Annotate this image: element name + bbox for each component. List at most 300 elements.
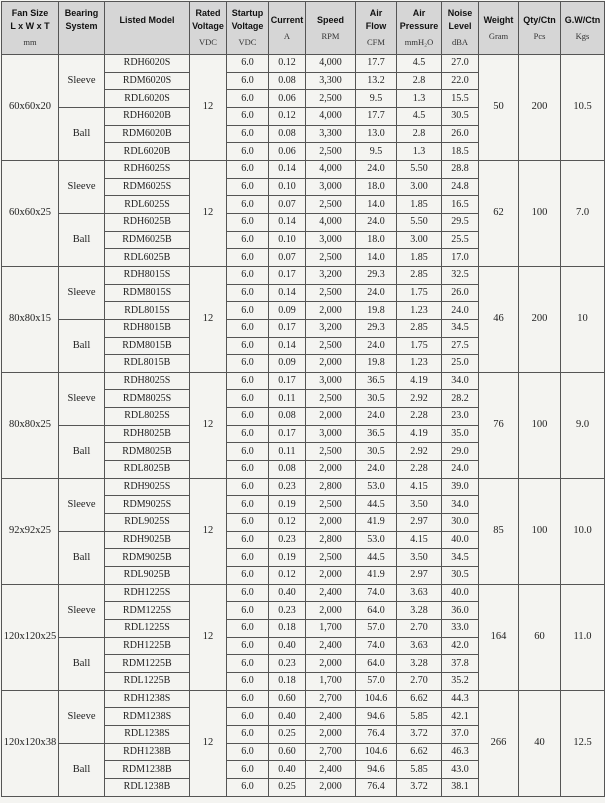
air-flow-cell: 19.8 [356,302,397,320]
startup-voltage-cell: 6.0 [227,284,269,302]
startup-voltage-cell: 6.0 [227,213,269,231]
startup-voltage-cell: 6.0 [227,125,269,143]
column-header-label: Startup [231,8,264,18]
model-cell: RDL1238B [105,778,190,796]
table-row [2,690,605,708]
gross-weight-cell: 12.5 [561,690,605,796]
speed-cell: 2,000 [306,655,356,673]
model-cell: RDH6025S [105,160,190,178]
table-row [2,160,605,178]
current-cell: 0.08 [269,125,306,143]
startup-voltage-cell: 6.0 [227,266,269,284]
noise-level-cell: 30.5 [442,567,479,585]
noise-level-cell: 22.0 [442,72,479,90]
column-unit: CFM [367,37,385,47]
air-pressure-cell: 5.50 [397,213,442,231]
column-header-label: Voltage [231,21,264,31]
noise-level-cell: 35.0 [442,425,479,443]
startup-voltage-cell: 6.0 [227,72,269,90]
column-header [306,2,356,55]
air-pressure-cell: 1.75 [397,337,442,355]
bearing-system-cell: Ball [59,743,105,796]
qty-per-carton-cell: 100 [519,160,561,266]
rated-voltage-cell: 12 [190,55,227,161]
gross-weight-cell: 10.0 [561,478,605,584]
air-pressure-cell: 2.97 [397,567,442,585]
model-cell: RDH1225B [105,637,190,655]
column-header [561,2,605,55]
noise-level-cell: 16.5 [442,196,479,214]
column-unit: RPM [321,30,340,41]
air-pressure-cell: 2.70 [397,620,442,638]
noise-level-cell: 38.1 [442,778,479,796]
speed-cell: 1,700 [306,620,356,638]
startup-voltage-cell: 6.0 [227,620,269,638]
air-flow-cell: 30.5 [356,390,397,408]
model-cell: RDM9025B [105,549,190,567]
gross-weight-cell: 10 [561,266,605,372]
air-pressure-cell: 2.28 [397,408,442,426]
speed-cell: 3,000 [306,178,356,196]
weight-cell: 266 [479,690,519,796]
bearing-system-cell: Sleeve [59,690,105,743]
speed-cell: 2,500 [306,143,356,161]
model-cell: RDM8025B [105,443,190,461]
column-header [190,2,227,55]
fan-spec-table [1,1,605,797]
column-unit [105,30,189,43]
column-header-label: Weight [483,14,514,25]
noise-level-cell: 29.0 [442,443,479,461]
current-cell: 0.18 [269,672,306,690]
bearing-system-cell: Ball [59,213,105,266]
air-pressure-cell: 4.5 [397,107,442,125]
model-cell: RDM1238B [105,761,190,779]
model-cell: RDM9025S [105,496,190,514]
noise-level-cell: 15.5 [442,90,479,108]
startup-voltage-cell: 6.0 [227,743,269,761]
fan-size-cell: 120x120x25 [2,584,59,690]
startup-voltage-cell: 6.0 [227,337,269,355]
noise-level-cell: 34.0 [442,496,479,514]
column-header-label: Voltage [192,21,224,31]
startup-voltage-cell: 6.0 [227,231,269,249]
noise-level-cell: 23.0 [442,408,479,426]
bearing-system-cell: Sleeve [59,266,105,319]
air-flow-cell: 24.0 [356,284,397,302]
speed-cell: 2,000 [306,567,356,585]
model-cell: RDM1238S [105,708,190,726]
qty-per-carton-cell: 60 [519,584,561,690]
column-header-label: Flow [365,21,387,31]
gross-weight-cell: 11.0 [561,584,605,690]
current-cell: 0.40 [269,708,306,726]
column-header [59,2,105,55]
air-flow-cell: 104.6 [356,690,397,708]
qty-per-carton-cell: 200 [519,55,561,161]
qty-per-carton-cell: 100 [519,372,561,478]
noise-level-cell: 24.0 [442,461,479,479]
startup-voltage-cell: 6.0 [227,319,269,337]
air-flow-cell: 57.0 [356,620,397,638]
noise-level-cell: 44.3 [442,690,479,708]
column-unit: dBA [451,37,469,47]
air-pressure-cell: 6.62 [397,743,442,761]
speed-cell: 3,200 [306,266,356,284]
column-header [269,2,306,55]
air-flow-cell: 53.0 [356,531,397,549]
rated-voltage-cell: 12 [190,266,227,372]
air-pressure-cell: 4.19 [397,372,442,390]
current-cell: 0.12 [269,567,306,585]
current-cell: 0.10 [269,231,306,249]
bearing-system-cell: Sleeve [59,55,105,108]
speed-cell: 4,000 [306,55,356,73]
column-header-label: Level [448,21,472,31]
startup-voltage-cell: 6.0 [227,708,269,726]
bearing-system-cell: Sleeve [59,160,105,213]
column-header-label: Bearing [64,8,99,18]
column-unit: A [283,30,291,41]
startup-voltage-cell: 6.0 [227,514,269,532]
current-cell: 0.09 [269,355,306,373]
speed-cell: 2,000 [306,461,356,479]
air-pressure-cell: 3.63 [397,637,442,655]
speed-cell: 4,000 [306,213,356,231]
gross-weight-cell: 10.5 [561,55,605,161]
weight-cell: 164 [479,584,519,690]
noise-level-cell: 36.0 [442,602,479,620]
model-cell: RDH1238B [105,743,190,761]
air-pressure-cell: 2.8 [397,72,442,90]
bearing-system-cell: Ball [59,107,105,160]
model-cell: RDL6025S [105,196,190,214]
air-flow-cell: 17.7 [356,107,397,125]
speed-cell: 2,500 [306,284,356,302]
current-cell: 0.12 [269,514,306,532]
current-cell: 0.09 [269,302,306,320]
column-header [442,2,479,55]
startup-voltage-cell: 6.0 [227,637,269,655]
speed-cell: 2,500 [306,196,356,214]
model-cell: RDM6020S [105,72,190,90]
air-pressure-cell: 3.00 [397,231,442,249]
startup-voltage-cell: 6.0 [227,443,269,461]
table-body [2,55,605,797]
air-flow-cell: 9.5 [356,90,397,108]
model-cell: RDL1238S [105,725,190,743]
air-pressure-cell: 2.8 [397,125,442,143]
speed-cell: 2,400 [306,637,356,655]
noise-level-cell: 30.0 [442,514,479,532]
air-pressure-cell: 6.62 [397,690,442,708]
column-header-label: Air [369,8,383,18]
noise-level-cell: 24.8 [442,178,479,196]
startup-voltage-cell: 6.0 [227,478,269,496]
air-pressure-cell: 4.19 [397,425,442,443]
air-flow-cell: 44.5 [356,496,397,514]
current-cell: 0.23 [269,478,306,496]
current-cell: 0.07 [269,249,306,267]
air-flow-cell: 74.0 [356,584,397,602]
air-flow-cell: 36.5 [356,372,397,390]
noise-level-cell: 46.3 [442,743,479,761]
current-cell: 0.23 [269,602,306,620]
startup-voltage-cell: 6.0 [227,584,269,602]
current-cell: 0.17 [269,319,306,337]
noise-level-cell: 37.0 [442,725,479,743]
startup-voltage-cell: 6.0 [227,690,269,708]
speed-cell: 2,500 [306,390,356,408]
startup-voltage-cell: 6.0 [227,672,269,690]
rated-voltage-cell: 12 [190,690,227,796]
noise-level-cell: 25.0 [442,355,479,373]
speed-cell: 2,500 [306,443,356,461]
air-flow-cell: 29.3 [356,266,397,284]
air-pressure-cell: 1.75 [397,284,442,302]
air-flow-cell: 41.9 [356,567,397,585]
air-flow-cell: 24.0 [356,461,397,479]
current-cell: 0.08 [269,408,306,426]
speed-cell: 2,400 [306,584,356,602]
speed-cell: 3,300 [306,72,356,90]
fan-size-cell: 92x92x25 [2,478,59,584]
air-pressure-cell: 3.50 [397,549,442,567]
model-cell: RDL8025B [105,461,190,479]
air-flow-cell: 19.8 [356,355,397,373]
air-flow-cell: 64.0 [356,655,397,673]
column-header [397,2,442,55]
air-flow-cell: 41.9 [356,514,397,532]
speed-cell: 2,700 [306,690,356,708]
startup-voltage-cell: 6.0 [227,302,269,320]
gross-weight-cell: 7.0 [561,160,605,266]
startup-voltage-cell: 6.0 [227,355,269,373]
current-cell: 0.17 [269,425,306,443]
current-cell: 0.25 [269,725,306,743]
air-pressure-cell: 1.3 [397,143,442,161]
speed-cell: 2,400 [306,761,356,779]
air-flow-cell: 94.6 [356,708,397,726]
model-cell: RDH1225S [105,584,190,602]
air-pressure-cell: 1.85 [397,196,442,214]
air-flow-cell: 9.5 [356,143,397,161]
fan-size-cell: 60x60x20 [2,55,59,161]
startup-voltage-cell: 6.0 [227,390,269,408]
startup-voltage-cell: 6.0 [227,160,269,178]
air-flow-cell: 17.7 [356,55,397,73]
table-row [2,266,605,284]
air-pressure-cell: 3.63 [397,584,442,602]
startup-voltage-cell: 6.0 [227,778,269,796]
weight-cell: 62 [479,160,519,266]
model-cell: RDM1225S [105,602,190,620]
table-row [2,584,605,602]
column-unit: Pcs [533,30,546,41]
air-pressure-cell: 2.85 [397,266,442,284]
air-pressure-cell: 4.15 [397,478,442,496]
air-flow-cell: 76.4 [356,725,397,743]
current-cell: 0.60 [269,743,306,761]
model-cell: RDH8025B [105,425,190,443]
air-flow-cell: 104.6 [356,743,397,761]
startup-voltage-cell: 6.0 [227,496,269,514]
speed-cell: 2,700 [306,743,356,761]
air-pressure-cell: 2.28 [397,461,442,479]
speed-cell: 2,500 [306,90,356,108]
column-unit: mm [23,37,37,47]
noise-level-cell: 34.5 [442,319,479,337]
table-row [2,372,605,390]
current-cell: 0.40 [269,584,306,602]
column-header-label: System [65,21,98,31]
fan-size-cell: 120x120x38 [2,690,59,796]
air-pressure-cell: 3.00 [397,178,442,196]
column-header-label: Fan Size [11,8,49,18]
speed-cell: 3,000 [306,372,356,390]
model-cell: RDH8025S [105,372,190,390]
current-cell: 0.25 [269,778,306,796]
startup-voltage-cell: 6.0 [227,178,269,196]
noise-level-cell: 42.0 [442,637,479,655]
current-cell: 0.14 [269,284,306,302]
air-flow-cell: 30.5 [356,443,397,461]
noise-level-cell: 29.5 [442,213,479,231]
noise-level-cell: 43.0 [442,761,479,779]
column-header [356,2,397,55]
column-header-label: Rated [195,8,221,18]
noise-level-cell: 37.8 [442,655,479,673]
model-cell: RDM6025S [105,178,190,196]
current-cell: 0.23 [269,531,306,549]
air-pressure-cell: 4.5 [397,55,442,73]
air-flow-cell: 44.5 [356,549,397,567]
rated-voltage-cell: 12 [190,584,227,690]
weight-cell: 46 [479,266,519,372]
noise-level-cell: 24.0 [442,302,479,320]
air-pressure-cell: 1.85 [397,249,442,267]
model-cell: RDM6020B [105,125,190,143]
speed-cell: 2,000 [306,514,356,532]
speed-cell: 2,500 [306,337,356,355]
rated-voltage-cell: 12 [190,478,227,584]
speed-cell: 2,500 [306,249,356,267]
current-cell: 0.12 [269,55,306,73]
bearing-system-cell: Sleeve [59,584,105,637]
current-cell: 0.17 [269,372,306,390]
air-pressure-cell: 3.28 [397,655,442,673]
current-cell: 0.08 [269,72,306,90]
model-cell: RDM8015B [105,337,190,355]
model-cell: RDL6020B [105,143,190,161]
speed-cell: 4,000 [306,160,356,178]
model-cell: RDL1225S [105,620,190,638]
model-cell: RDH6020S [105,55,190,73]
fan-size-cell: 80x80x25 [2,372,59,478]
air-pressure-cell: 5.85 [397,761,442,779]
model-cell: RDH6025B [105,213,190,231]
noise-level-cell: 18.5 [442,143,479,161]
column-header [479,2,519,55]
speed-cell: 4,000 [306,107,356,125]
model-cell: RDH8015B [105,319,190,337]
noise-level-cell: 26.0 [442,284,479,302]
model-cell: RDL8015S [105,302,190,320]
current-cell: 0.07 [269,196,306,214]
current-cell: 0.18 [269,620,306,638]
speed-cell: 3,000 [306,231,356,249]
air-pressure-cell: 1.23 [397,355,442,373]
column-unit: VDC [199,37,217,47]
air-pressure-cell: 2.85 [397,319,442,337]
noise-level-cell: 40.0 [442,584,479,602]
column-header-label: Noise [447,8,473,18]
model-cell: RDH1238S [105,690,190,708]
column-header-label: Air [412,8,426,18]
speed-cell: 3,000 [306,425,356,443]
startup-voltage-cell: 6.0 [227,107,269,125]
bearing-system-cell: Sleeve [59,372,105,425]
current-cell: 0.60 [269,690,306,708]
current-cell: 0.12 [269,107,306,125]
table-header [2,2,605,55]
column-header [2,2,59,55]
air-flow-cell: 13.0 [356,125,397,143]
speed-cell: 2,500 [306,496,356,514]
model-cell: RDM1225B [105,655,190,673]
column-header-label: Speed [316,14,344,25]
model-cell: RDH9025S [105,478,190,496]
current-cell: 0.06 [269,143,306,161]
current-cell: 0.40 [269,637,306,655]
noise-level-cell: 27.0 [442,55,479,73]
air-flow-cell: 36.5 [356,425,397,443]
startup-voltage-cell: 6.0 [227,408,269,426]
speed-cell: 2,000 [306,355,356,373]
model-cell: RDL6025B [105,249,190,267]
speed-cell: 2,000 [306,408,356,426]
current-cell: 0.19 [269,496,306,514]
model-cell: RDM8015S [105,284,190,302]
column-unit: Gram [488,30,509,41]
column-header-label: Pressure [399,21,439,31]
air-flow-cell: 94.6 [356,761,397,779]
air-pressure-cell: 1.3 [397,90,442,108]
air-pressure-cell: 5.50 [397,160,442,178]
rated-voltage-cell: 12 [190,160,227,266]
gross-weight-cell: 9.0 [561,372,605,478]
startup-voltage-cell: 6.0 [227,761,269,779]
air-pressure-cell: 3.72 [397,725,442,743]
startup-voltage-cell: 6.0 [227,249,269,267]
air-pressure-cell: 1.23 [397,302,442,320]
noise-level-cell: 40.0 [442,531,479,549]
air-flow-cell: 13.2 [356,72,397,90]
air-pressure-cell: 5.85 [397,708,442,726]
startup-voltage-cell: 6.0 [227,549,269,567]
air-flow-cell: 74.0 [356,637,397,655]
column-header [227,2,269,55]
model-cell: RDH9025B [105,531,190,549]
air-flow-cell: 57.0 [356,672,397,690]
air-flow-cell: 53.0 [356,478,397,496]
bearing-system-cell: Ball [59,319,105,372]
startup-voltage-cell: 6.0 [227,196,269,214]
noise-level-cell: 25.5 [442,231,479,249]
model-cell: RDL6020S [105,90,190,108]
startup-voltage-cell: 6.0 [227,531,269,549]
air-flow-cell: 24.0 [356,160,397,178]
